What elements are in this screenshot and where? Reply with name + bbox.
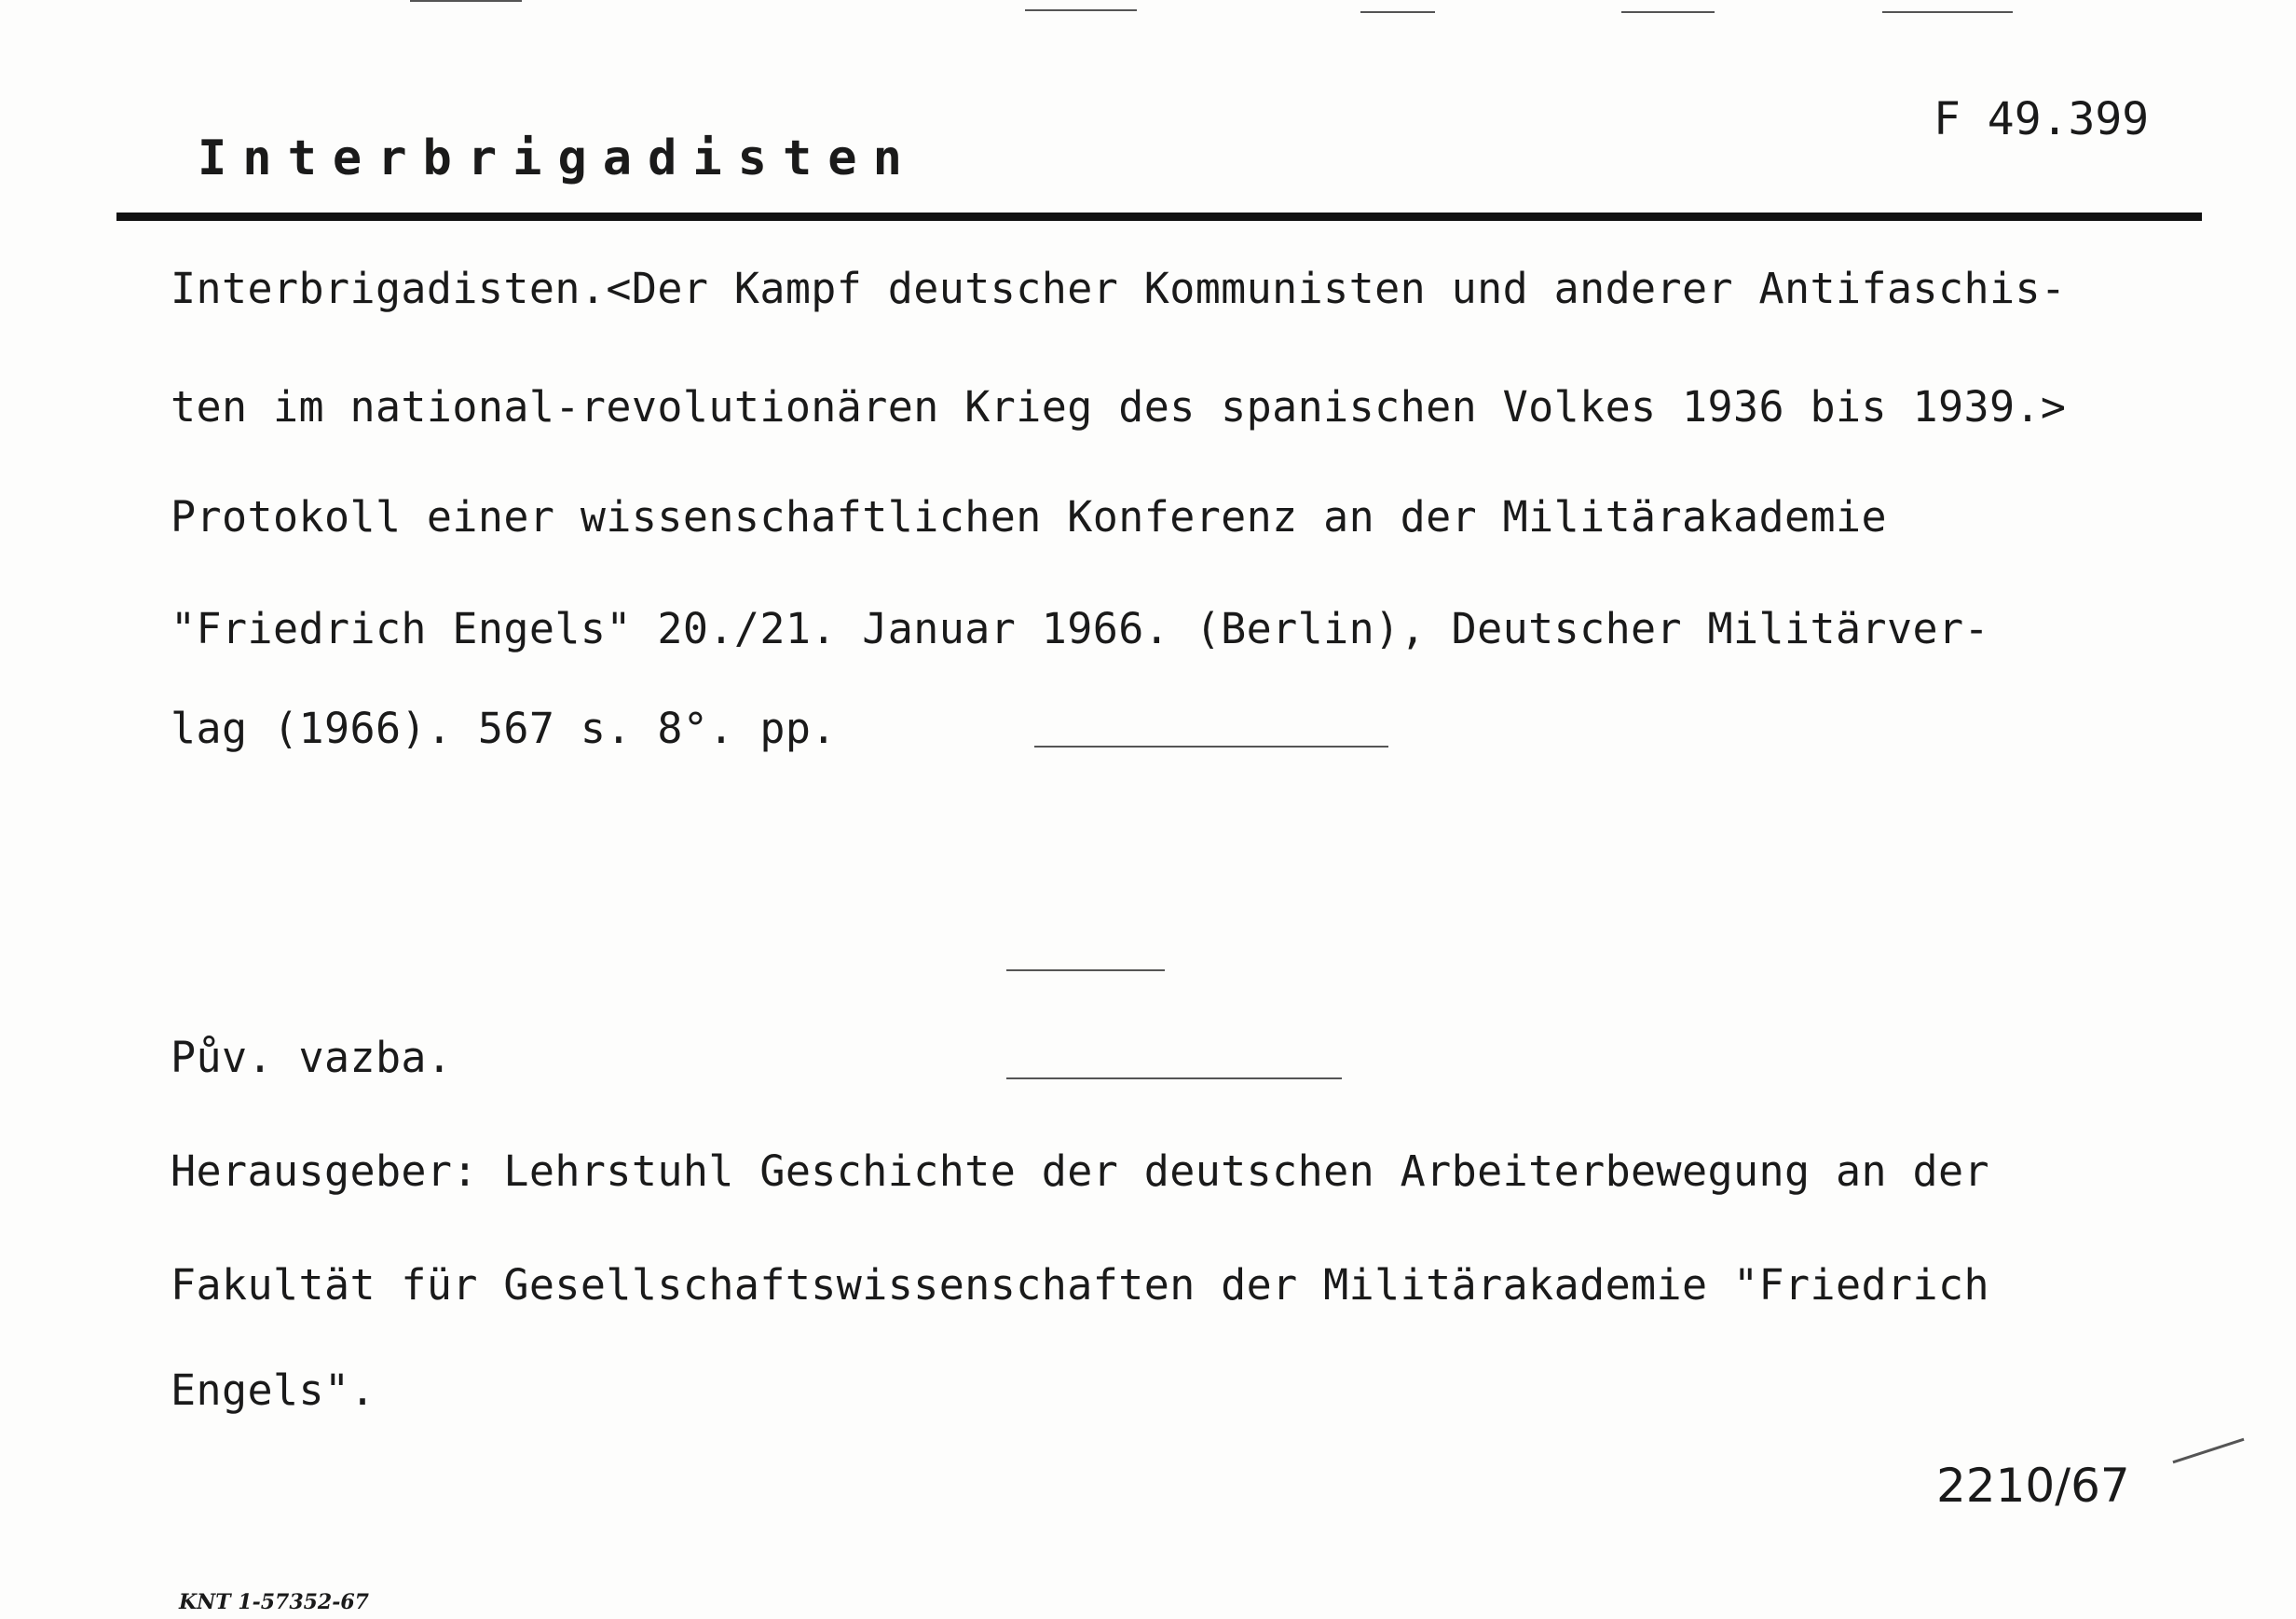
scan-speck [1006,1077,1342,1079]
print-mark: KNT 1-57352-67 [179,1590,369,1614]
scan-speck [1621,11,1715,13]
accession-number: 2210/67 [1936,1459,2130,1513]
publisher-line-2: Fakultät für Gesellschaftswissenschaften der Militärakademie "Friedrich [171,1260,1989,1310]
scan-speck [2172,1438,2244,1464]
description-line-4: "Friedrich Engels" 20./21. Januar 1966. (Berlin), Deutscher Militärver- [171,604,1989,653]
description-line-5: lag (1966). 567 s. 8°. pp. [171,704,837,753]
publisher-line-3: Engels". [171,1365,376,1415]
binding-note: Pův. vazba. [171,1033,453,1082]
scan-speck [1006,969,1165,971]
scan-speck [1882,11,2013,13]
description-line-2: ten im national-revolutionären Krieg des spanischen Volkes 1936 bis 1939.> [171,382,2067,432]
shelfmark: F 49.399 [1934,93,2150,145]
scan-speck [1034,746,1388,748]
scan-speck [410,0,522,2]
scan-speck [1025,9,1137,11]
heading-rule [116,213,2202,221]
scan-speck [1360,11,1435,13]
description-line-1: Interbrigadisten.<Der Kampf deutscher Kommunisten und anderer Antifaschis- [171,264,2067,313]
publisher-line-1: Herausgeber: Lehrstuhl Geschichte der deutschen Arbeiterbewegung an der [171,1146,1989,1196]
description-line-3: Protokoll einer wissenschaftlichen Konferenz an der Militärakademie [171,492,1887,542]
card-heading: Interbrigadisten [198,130,918,186]
